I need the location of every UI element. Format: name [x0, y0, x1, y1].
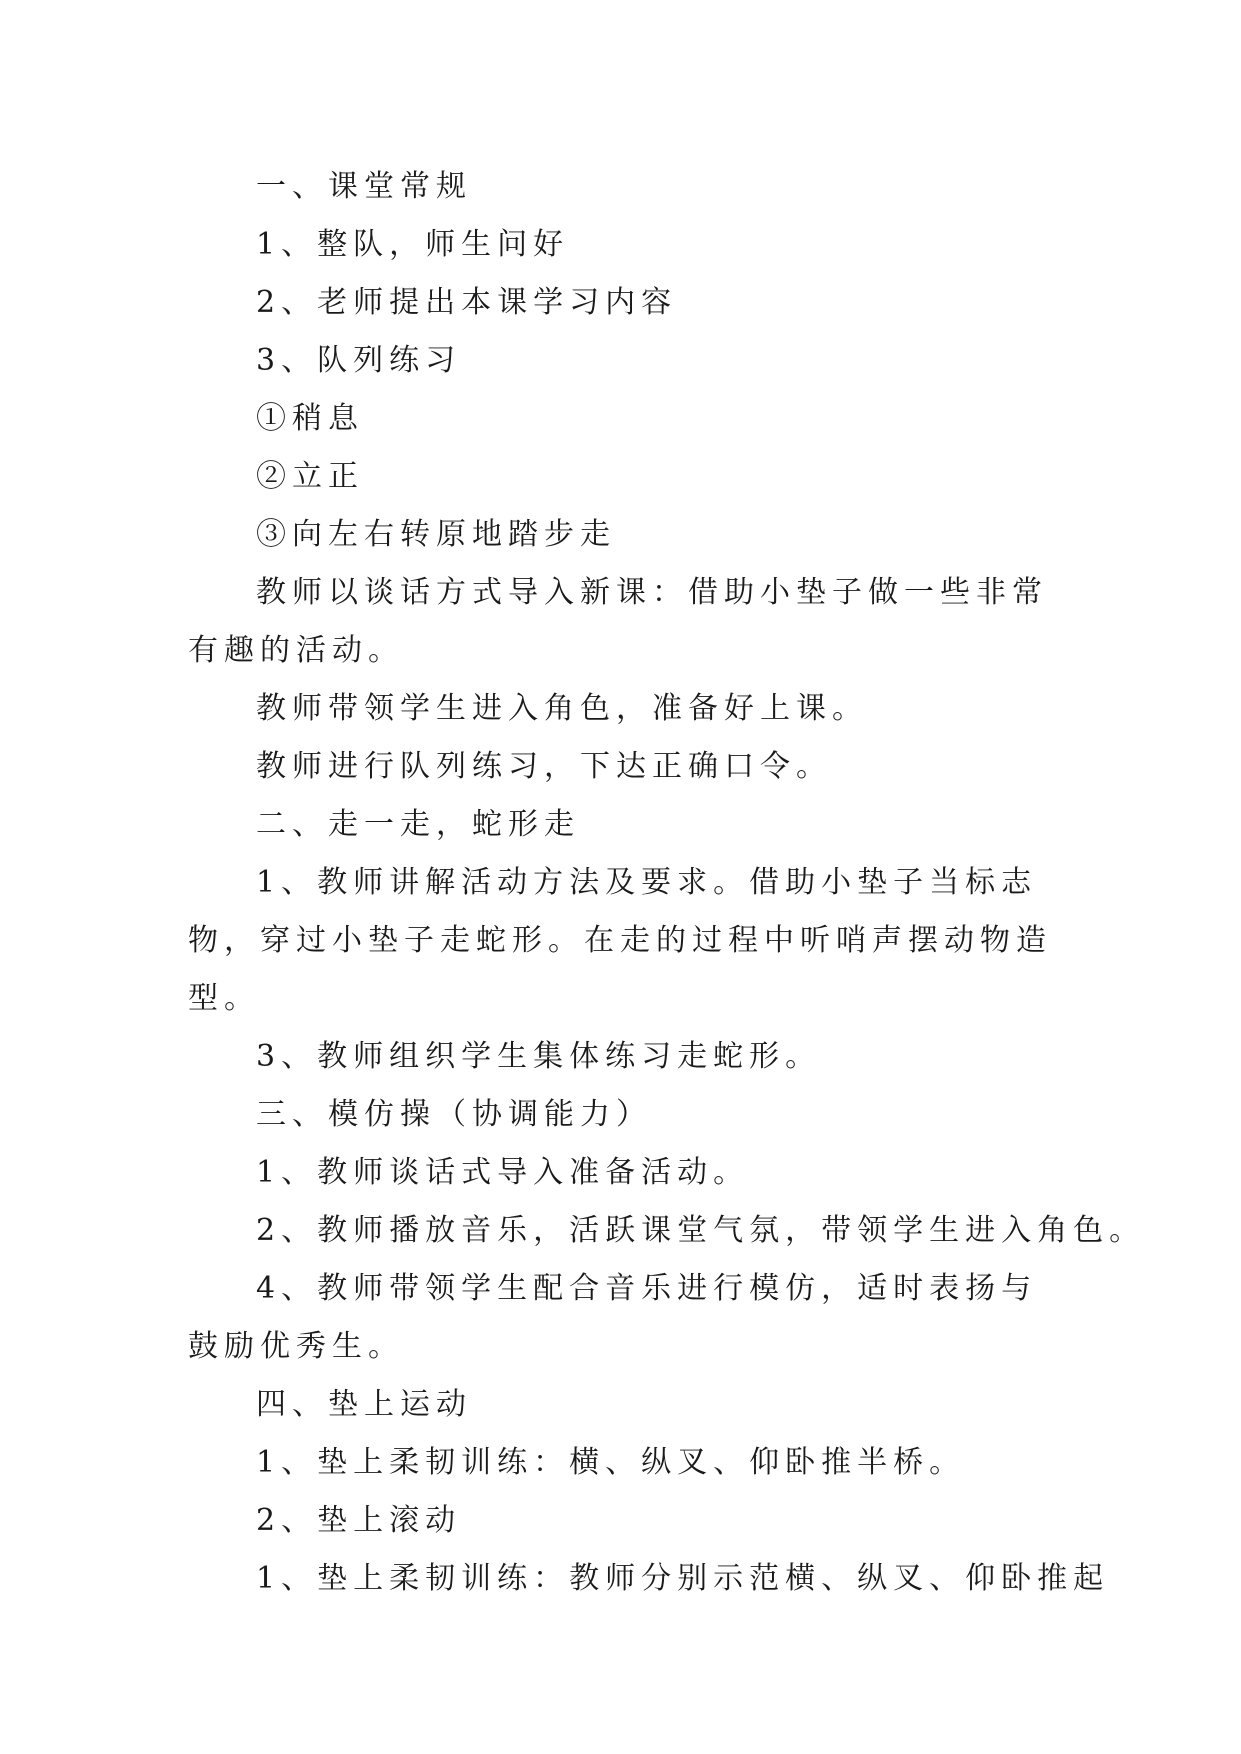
list-item: ②立正	[256, 459, 364, 494]
paragraph: 1、整队，师生问好	[256, 227, 570, 262]
document-body	[188, 158, 1146, 1608]
paragraph: 1、教师讲解活动方法及要求。借助小垫子当标志物，穿过小垫子走蛇形。在走的过程中听哨声摆动物造型。	[188, 865, 1052, 1016]
paragraph: 2、老师提出本课学习内容	[256, 285, 678, 320]
section-heading-mat-exercise: 四、垫上运动	[256, 1387, 472, 1422]
paragraph: 1、垫上柔韧训练：教师分别示范横、纵叉、仰卧推起	[256, 1561, 1110, 1596]
section-heading-snake-walk: 二、走一走，蛇形走	[256, 807, 580, 842]
paragraph: 1、垫上柔韧训练：横、纵叉、仰卧推半桥。	[256, 1445, 966, 1480]
list-item: ③向左右转原地踏步走	[256, 517, 616, 552]
paragraph: 教师进行队列练习，下达正确口令。	[256, 749, 832, 784]
paragraph: 教师以谈话方式导入新课：借助小垫子做一些非常有趣的活动。	[188, 575, 1048, 668]
paragraph: 3、教师组织学生集体练习走蛇形。	[256, 1039, 822, 1074]
section-heading-imitation-exercise: 三、模仿操（协调能力）	[256, 1097, 652, 1132]
paragraph: 3、队列练习	[256, 343, 462, 378]
list-item: ①稍息	[256, 401, 364, 436]
paragraph: 1、教师谈话式导入准备活动。	[256, 1155, 750, 1190]
paragraph: 4、教师带领学生配合音乐进行模仿，适时表扬与鼓励优秀生。	[188, 1271, 1038, 1364]
section-heading-classroom-routine: 一、课堂常规	[256, 169, 472, 204]
paragraph: 教师带领学生进入角色，准备好上课。	[256, 691, 868, 726]
paragraph: 2、垫上滚动	[256, 1503, 462, 1538]
paragraph: 2、教师播放音乐，活跃课堂气氛，带领学生进入角色。	[256, 1213, 1146, 1248]
